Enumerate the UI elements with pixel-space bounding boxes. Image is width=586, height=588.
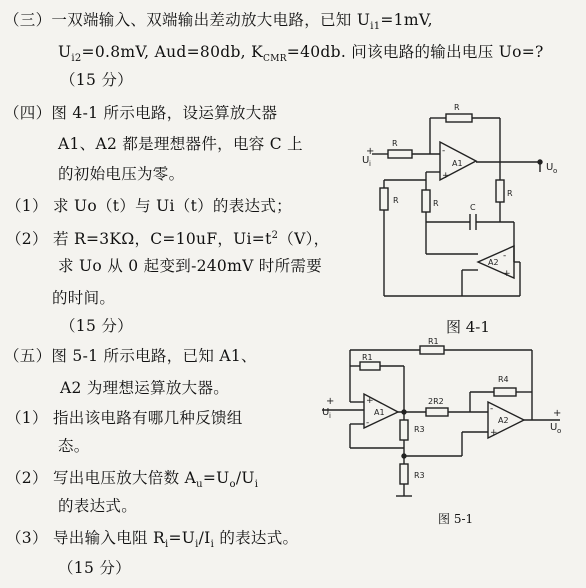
q5-line2: A2 为理想运算放大器。 xyxy=(60,379,230,397)
q4-line2: A1、A2 都是理想器件，电容 C 上 xyxy=(58,135,303,153)
fig5-resistor-r3-top xyxy=(400,420,408,440)
q5-item1-line2: 态。 xyxy=(58,437,90,455)
fig5-resistor-r1 xyxy=(360,362,380,370)
svg-text:+: + xyxy=(553,408,562,419)
q4-line3: 的初始电压为零。 xyxy=(58,165,185,183)
svg-text:C: C xyxy=(470,203,476,212)
svg-text:-: - xyxy=(442,146,446,156)
svg-text:A1: A1 xyxy=(452,159,463,168)
q5-item2-line2: 的表达式。 xyxy=(58,497,138,515)
fig4-resistor-right xyxy=(496,180,504,202)
svg-text:2R2: 2R2 xyxy=(428,397,444,406)
fig4-opamp-a2 xyxy=(478,246,514,278)
fig5-resistor-r4 xyxy=(494,388,516,396)
q3-score: （15 分） xyxy=(60,71,133,89)
q5-line1: （五）图 5-1 所示电路，已知 A1、 xyxy=(4,347,257,365)
q5-score: （15 分） xyxy=(58,559,131,577)
q4-score: （15 分） xyxy=(60,317,133,335)
fig4-resistor-mid xyxy=(422,190,430,212)
q4-item2-line3: 的时间。 xyxy=(52,289,116,307)
q4-item1: （1） 求 Uo（t）与 Ui（t）的表达式； xyxy=(6,197,292,215)
svg-text:+: + xyxy=(490,428,498,438)
fig4-resistor-feedback xyxy=(446,114,472,122)
fig4-resistor-left xyxy=(380,188,388,210)
svg-text:-: - xyxy=(366,418,370,428)
fig5-resistor-r3-bottom xyxy=(400,464,408,484)
svg-text:o: o xyxy=(557,427,562,435)
q5-item1: （1） 指出该电路有哪几种反馈组 xyxy=(6,409,243,427)
svg-text:A2: A2 xyxy=(498,416,509,425)
svg-text:U: U xyxy=(362,155,370,166)
svg-text:R: R xyxy=(433,199,439,208)
svg-text:U: U xyxy=(322,407,330,418)
svg-text:R: R xyxy=(393,196,399,205)
svg-text:-: - xyxy=(503,251,507,261)
svg-text:R: R xyxy=(392,139,398,148)
svg-text:R3: R3 xyxy=(414,471,425,480)
fig5-resistor-2r2 xyxy=(426,408,448,416)
svg-text:+: + xyxy=(326,396,335,407)
svg-text:R: R xyxy=(454,103,460,112)
svg-text:i: i xyxy=(329,412,331,420)
fig4-opamp-a1 xyxy=(440,142,476,180)
svg-text:i: i xyxy=(369,160,371,168)
q5-item2: （2） 写出电压放大倍数 $A_u=U_o/U_i$ xyxy=(6,469,259,491)
svg-text:o: o xyxy=(553,167,558,175)
fig5-caption: 图 5-1 xyxy=(438,512,474,526)
svg-text:R4: R4 xyxy=(498,375,509,384)
svg-text:R1: R1 xyxy=(428,337,439,346)
q3-line2: $U_{i2}=0.8mV$, Aud=80db, $K_{CMR}=40db$. 问该电路的输出电压 Uo=? xyxy=(58,43,544,65)
svg-text:U: U xyxy=(550,422,558,433)
svg-text:A2: A2 xyxy=(488,258,499,267)
svg-text:+: + xyxy=(503,269,511,279)
svg-text:R: R xyxy=(507,189,513,198)
q5-item3: （3） 导出输入电阻 $R_i=U_i/I_i$ 的表达式。 xyxy=(6,529,299,551)
fig5-resistor-r1-long xyxy=(420,346,444,354)
svg-text:U: U xyxy=(546,162,554,173)
fig5-opamp-a1 xyxy=(364,394,398,428)
svg-text:+: + xyxy=(442,171,450,181)
svg-text:-: - xyxy=(490,404,494,414)
q3-line1: （三）一双端输入、双端输出差动放大电路，已知 $U_{i1}=1mV$, xyxy=(4,11,433,33)
svg-text:R3: R3 xyxy=(414,425,425,434)
svg-text:+: + xyxy=(366,396,374,406)
q4-item2: （2） 若 R=3KΩ，C=10uF，$Ui=t^2(V)$， xyxy=(6,230,330,249)
svg-text:R1: R1 xyxy=(362,353,373,362)
fig4-caption: 图 4-1 xyxy=(446,318,490,336)
fig5-opamp-a2 xyxy=(488,402,524,438)
svg-text:+: + xyxy=(366,146,375,157)
svg-text:A1: A1 xyxy=(374,408,385,417)
q4-item2-line2: 求 Uo 从 0 起变到-240mV 时所需要 xyxy=(58,257,323,275)
q4-line1: （四）图 4-1 所示电路，设运算放大器 xyxy=(4,104,278,122)
fig4-resistor-input xyxy=(388,150,412,158)
